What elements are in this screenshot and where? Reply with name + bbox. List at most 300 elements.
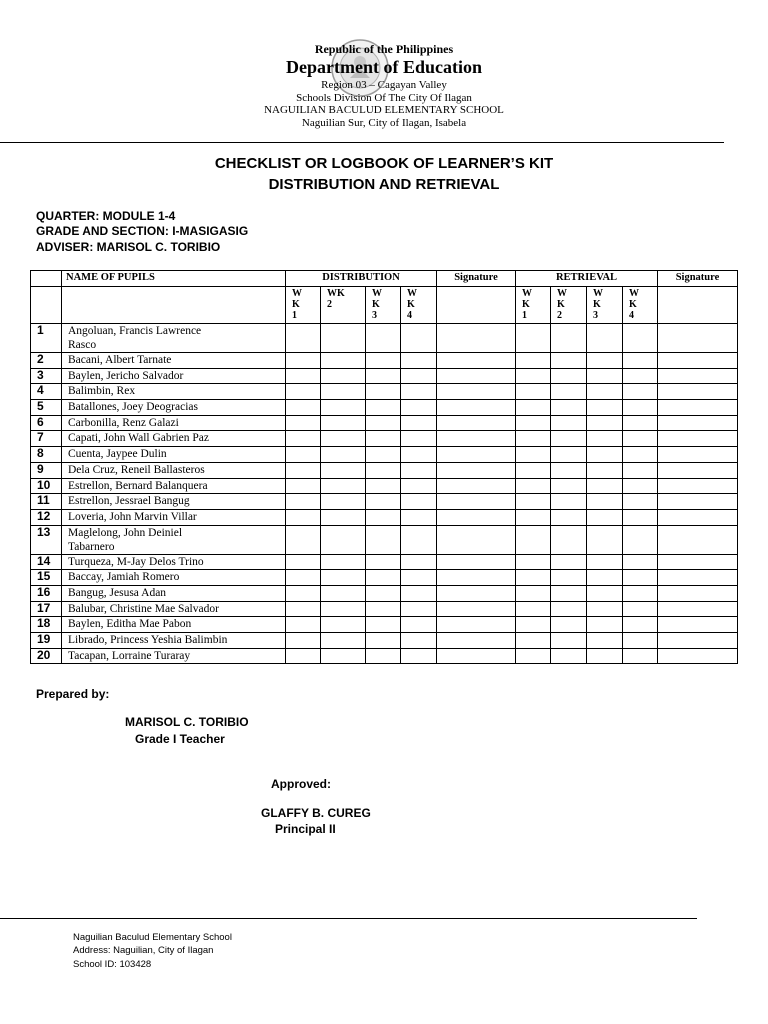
pupil-name-line: Loveria, John Marvin Villar: [68, 510, 197, 523]
ret-wk1-cell[interactable]: [516, 384, 551, 400]
ret-wk1-cell[interactable]: [516, 648, 551, 664]
ret-wk4-cell[interactable]: [623, 525, 658, 554]
dist-wk3-cell[interactable]: [366, 554, 401, 570]
dist-signature-cell[interactable]: [437, 494, 516, 510]
ret-signature-cell[interactable]: [658, 353, 738, 369]
table-row: [31, 368, 738, 384]
dist-wk2-cell[interactable]: [321, 384, 366, 400]
ret-wk1-cell[interactable]: [516, 554, 551, 570]
dist-wk1-cell[interactable]: [286, 601, 321, 617]
pupil-name: [62, 368, 286, 384]
week-header-text: K: [292, 299, 300, 310]
dist-signature-cell[interactable]: [437, 431, 516, 447]
ret-wk2-cell[interactable]: [551, 525, 587, 554]
ret-wk3-cell[interactable]: [587, 601, 623, 617]
ret-signature-cell[interactable]: [658, 368, 738, 384]
ret-wk3-cell[interactable]: [587, 585, 623, 601]
dist-wk1-cell[interactable]: [286, 509, 321, 525]
pupil-name-line: Turqueza, M-Jay Delos Trino: [68, 555, 204, 568]
ret-wk2-cell[interactable]: [551, 648, 587, 664]
dist-wk3-cell[interactable]: [366, 447, 401, 463]
pupil-name: [62, 494, 286, 510]
ret-wk2-cell[interactable]: [551, 570, 587, 586]
week-header-text: W: [372, 288, 382, 299]
ret-signature-cell[interactable]: [658, 648, 738, 664]
ret-wk3-cell[interactable]: [587, 447, 623, 463]
dist-signature-cell[interactable]: [437, 353, 516, 369]
ret-wk3-cell[interactable]: [587, 617, 623, 633]
dist-wk4-cell[interactable]: [401, 384, 437, 400]
week-header-text: W: [557, 288, 567, 299]
table-row: [31, 494, 738, 510]
dist-wk2-cell[interactable]: [321, 447, 366, 463]
ret-wk1-cell[interactable]: [516, 585, 551, 601]
pupil-name-line: Batallones, Joey Deogracias: [68, 401, 198, 414]
dist-wk2-cell[interactable]: [321, 415, 366, 431]
week-header-text: 2: [557, 310, 562, 321]
pupil-number: 6: [31, 415, 62, 431]
ret-signature-cell[interactable]: [658, 400, 738, 416]
pupil-number: 16: [31, 585, 62, 601]
ret-wk2-cell[interactable]: [551, 324, 587, 353]
dist-signature-cell[interactable]: [437, 525, 516, 554]
dist-wk3-cell[interactable]: [366, 570, 401, 586]
pupil-name: [62, 462, 286, 478]
ret-signature-cell[interactable]: [658, 415, 738, 431]
ret-wk4-cell[interactable]: [623, 447, 658, 463]
letterhead-division: Schools Division Of The City Of Ilagan: [296, 92, 472, 104]
ret-wk2-cell[interactable]: [551, 633, 587, 649]
week-header-text: 1: [522, 310, 527, 321]
dist-wk2-cell[interactable]: [321, 601, 366, 617]
ret-wk4-cell[interactable]: [623, 554, 658, 570]
dist-wk4-cell[interactable]: [401, 648, 437, 664]
ret-wk2-cell[interactable]: [551, 617, 587, 633]
table-header-row: [31, 271, 738, 287]
pupil-number: 14: [31, 554, 62, 570]
approver-name: GLAFFY B. CUREG: [261, 806, 371, 820]
dist-signature-cell[interactable]: [437, 617, 516, 633]
week-header-text: K: [522, 299, 530, 310]
dist-signature-cell[interactable]: [437, 648, 516, 664]
pupil-number: 12: [31, 509, 62, 525]
pupil-name-line: Bangug, Jesusa Adan: [68, 586, 167, 599]
approver-title: Principal II: [275, 822, 336, 836]
dist-wk4-cell[interactable]: [401, 324, 437, 353]
ret-wk2-cell[interactable]: [551, 368, 587, 384]
dist-wk1-cell[interactable]: [286, 447, 321, 463]
ret-wk3-cell[interactable]: [587, 462, 623, 478]
dist-wk4-cell[interactable]: [401, 494, 437, 510]
dist-wk4-cell[interactable]: [401, 478, 437, 494]
dist-signature-cell[interactable]: [437, 509, 516, 525]
preparer-title: Grade I Teacher: [135, 732, 225, 746]
dist-wk2-cell[interactable]: [321, 400, 366, 416]
dist-signature-cell[interactable]: [437, 570, 516, 586]
table-row: [31, 447, 738, 463]
dist-wk3-cell[interactable]: [366, 617, 401, 633]
ret-wk1-cell[interactable]: [516, 400, 551, 416]
ret-wk1-cell[interactable]: [516, 368, 551, 384]
ret-wk3-cell[interactable]: [587, 525, 623, 554]
pupil-name: [62, 617, 286, 633]
table-row: [31, 478, 738, 494]
footer-address: Address: Naguilian, City of Ilagan: [73, 945, 214, 956]
dist-wk4-cell[interactable]: [401, 431, 437, 447]
ret-wk4-cell[interactable]: [623, 494, 658, 510]
dist-wk2-cell[interactable]: [321, 585, 366, 601]
dist-wk3-cell[interactable]: [366, 648, 401, 664]
ret-wk1-cell[interactable]: [516, 353, 551, 369]
pupil-name: [62, 447, 286, 463]
dist-wk4-cell[interactable]: [401, 415, 437, 431]
ret-wk3-cell[interactable]: [587, 324, 623, 353]
ret-signature-cell[interactable]: [658, 525, 738, 554]
ret-wk2-cell[interactable]: [551, 554, 587, 570]
dist-wk1-cell[interactable]: [286, 353, 321, 369]
table-row: [31, 384, 738, 400]
letterhead-republic: Republic of the Philippines: [314, 42, 454, 56]
dist-wk2-cell[interactable]: [321, 431, 366, 447]
table-row: [31, 617, 738, 633]
dist-wk1-cell[interactable]: [286, 400, 321, 416]
ret-signature-cell[interactable]: [658, 462, 738, 478]
ret-wk4-cell[interactable]: [623, 509, 658, 525]
week-header-text: W: [292, 288, 302, 299]
pupil-name-line: Cuenta, Jaypee Dulin: [68, 448, 167, 461]
ret-wk3-cell[interactable]: [587, 648, 623, 664]
dist-wk2-cell[interactable]: [321, 648, 366, 664]
ret-wk1-cell[interactable]: [516, 324, 551, 353]
document-title-line1: CHECKLIST OR LOGBOOK OF LEARNER’S KIT: [214, 155, 554, 172]
ret-wk4-cell[interactable]: [623, 324, 658, 353]
dist-wk1-cell[interactable]: [286, 525, 321, 554]
dist-wk1-cell[interactable]: [286, 617, 321, 633]
week-header-text: WK: [327, 288, 345, 299]
pupil-name-line: Maglelong, John Deiniel: [68, 526, 183, 539]
dist-wk3-cell[interactable]: [366, 525, 401, 554]
ret-wk1-cell[interactable]: [516, 601, 551, 617]
pupil-number: 19: [31, 633, 62, 649]
table-row: [31, 554, 738, 570]
ret-signature-cell[interactable]: [658, 384, 738, 400]
pupil-name-line: Baccay, Jamiah Romero: [68, 571, 180, 584]
dist-wk1-cell[interactable]: [286, 585, 321, 601]
ret-wk3-cell[interactable]: [587, 570, 623, 586]
dist-wk2-cell[interactable]: [321, 462, 366, 478]
dist-signature-cell[interactable]: [437, 478, 516, 494]
dist-wk3-cell[interactable]: [366, 478, 401, 494]
week-header-text: W: [629, 288, 639, 299]
dist-wk3-cell[interactable]: [366, 368, 401, 384]
dist-wk3-cell[interactable]: [366, 400, 401, 416]
pupil-name-line: Tabarnero: [68, 540, 115, 553]
pupil-name: [62, 415, 286, 431]
ret-signature-cell[interactable]: [658, 570, 738, 586]
dist-wk1-cell[interactable]: [286, 368, 321, 384]
dist-signature-cell[interactable]: [437, 462, 516, 478]
dist-wk4-cell[interactable]: [401, 570, 437, 586]
dist-wk3-cell[interactable]: [366, 585, 401, 601]
table-row: [31, 570, 738, 586]
dist-wk2-cell[interactable]: [321, 617, 366, 633]
ret-wk4-cell[interactable]: [623, 585, 658, 601]
table-row: [31, 648, 738, 664]
dist-wk1-cell[interactable]: [286, 415, 321, 431]
ret-wk2-cell[interactable]: [551, 601, 587, 617]
week-signature-retrieval-cell: [658, 287, 738, 324]
ret-wk3-cell[interactable]: [587, 494, 623, 510]
ret-wk1-cell[interactable]: [516, 415, 551, 431]
dist-wk4-cell[interactable]: [401, 509, 437, 525]
pupil-number: 18: [31, 617, 62, 633]
dist-wk4-cell[interactable]: [401, 447, 437, 463]
ret-wk1-cell[interactable]: [516, 617, 551, 633]
week-header-text: 3: [593, 310, 598, 321]
ret-wk1-cell[interactable]: [516, 633, 551, 649]
ret-wk3-cell[interactable]: [587, 353, 623, 369]
dist-wk2-cell[interactable]: [321, 570, 366, 586]
pupil-name: [62, 648, 286, 664]
ret-wk2-cell[interactable]: [551, 415, 587, 431]
ret-wk3-cell[interactable]: [587, 478, 623, 494]
ret-wk1-cell[interactable]: [516, 447, 551, 463]
dist-wk2-cell[interactable]: [321, 509, 366, 525]
dist-wk3-cell[interactable]: [366, 431, 401, 447]
dist-wk4-cell[interactable]: [401, 633, 437, 649]
ret-wk1-cell[interactable]: [516, 525, 551, 554]
ret-wk2-cell[interactable]: [551, 431, 587, 447]
ret-wk4-cell[interactable]: [623, 368, 658, 384]
ret-wk3-cell[interactable]: [587, 509, 623, 525]
table-row: [31, 601, 738, 617]
ret-signature-cell[interactable]: [658, 633, 738, 649]
dist-wk4-cell[interactable]: [401, 462, 437, 478]
dist-signature-cell[interactable]: [437, 554, 516, 570]
dist-wk3-cell[interactable]: [366, 633, 401, 649]
dist-week-1-header: [286, 287, 321, 324]
logbook-table: [30, 270, 738, 664]
ret-week-3-header: [587, 287, 623, 324]
ret-wk3-cell[interactable]: [587, 554, 623, 570]
week-header-text: K: [629, 299, 637, 310]
dist-signature-cell[interactable]: [437, 585, 516, 601]
week-header-text: 3: [372, 310, 377, 321]
footer-divider: [0, 918, 697, 919]
pupil-name-line: Rasco: [68, 339, 97, 351]
ret-wk4-cell[interactable]: [623, 431, 658, 447]
ret-signature-cell[interactable]: [658, 324, 738, 353]
table-row: [31, 585, 738, 601]
pupil-name-line: Baylen, Editha Mae Pabon: [68, 618, 192, 631]
letterhead-region: Region 03 – Cagayan Valley: [321, 79, 447, 91]
dist-wk4-cell[interactable]: [401, 585, 437, 601]
pupil-number: 9: [31, 462, 62, 478]
week-header-text: 4: [629, 310, 634, 321]
week-name-cell: [62, 287, 286, 324]
dist-wk1-cell[interactable]: [286, 554, 321, 570]
ret-week-2-header: [551, 287, 587, 324]
ret-wk3-cell[interactable]: [587, 633, 623, 649]
pupil-number: 1: [31, 324, 62, 353]
dist-wk1-cell[interactable]: [286, 478, 321, 494]
ret-wk4-cell[interactable]: [623, 415, 658, 431]
dist-wk3-cell[interactable]: [366, 601, 401, 617]
week-header-text: 2: [327, 299, 332, 310]
pupil-name-line: Tacapan, Lorraine Turaray: [68, 649, 191, 662]
dist-wk4-cell[interactable]: [401, 368, 437, 384]
approved-label: Approved:: [271, 777, 331, 791]
dist-week-4-header: [401, 287, 437, 324]
dist-wk2-cell[interactable]: [321, 633, 366, 649]
ret-wk2-cell[interactable]: [551, 400, 587, 416]
ret-wk4-cell[interactable]: [623, 400, 658, 416]
dist-wk3-cell[interactable]: [366, 384, 401, 400]
ret-signature-cell[interactable]: [658, 431, 738, 447]
letterhead-department: Department of Education: [286, 57, 482, 77]
ret-wk3-cell[interactable]: [587, 368, 623, 384]
dist-signature-cell[interactable]: [437, 368, 516, 384]
document-title-line2: DISTRIBUTION AND RETRIEVAL: [268, 176, 500, 193]
dist-wk1-cell[interactable]: [286, 570, 321, 586]
ret-wk4-cell[interactable]: [623, 633, 658, 649]
dist-signature-cell[interactable]: [437, 400, 516, 416]
ret-wk4-cell[interactable]: [623, 648, 658, 664]
dist-week-2-header: [321, 287, 366, 324]
ret-signature-cell[interactable]: [658, 447, 738, 463]
dist-week-3-header: [366, 287, 401, 324]
ret-wk2-cell[interactable]: [551, 353, 587, 369]
footer-school-id: School ID: 103428: [73, 959, 152, 970]
preparer-name: MARISOL C. TORIBIO: [125, 715, 249, 729]
ret-wk2-cell[interactable]: [551, 478, 587, 494]
dist-wk1-cell[interactable]: [286, 633, 321, 649]
dist-wk1-cell[interactable]: [286, 324, 321, 353]
ret-wk4-cell[interactable]: [623, 617, 658, 633]
table-row: [31, 462, 738, 478]
ret-signature-cell[interactable]: [658, 478, 738, 494]
pupil-name: [62, 585, 286, 601]
dist-wk2-cell[interactable]: [321, 478, 366, 494]
dist-signature-cell[interactable]: [437, 415, 516, 431]
ret-wk2-cell[interactable]: [551, 509, 587, 525]
dist-wk4-cell[interactable]: [401, 554, 437, 570]
ret-wk2-cell[interactable]: [551, 585, 587, 601]
ret-signature-cell[interactable]: [658, 509, 738, 525]
table-row: [31, 509, 738, 525]
ret-wk4-cell[interactable]: [623, 462, 658, 478]
dist-signature-cell[interactable]: [437, 384, 516, 400]
ret-wk2-cell[interactable]: [551, 494, 587, 510]
ret-wk3-cell[interactable]: [587, 431, 623, 447]
week-header-text: K: [557, 299, 565, 310]
ret-wk2-cell[interactable]: [551, 462, 587, 478]
dist-wk4-cell[interactable]: [401, 617, 437, 633]
ret-wk3-cell[interactable]: [587, 400, 623, 416]
ret-signature-cell[interactable]: [658, 494, 738, 510]
dist-wk3-cell[interactable]: [366, 509, 401, 525]
dist-wk1-cell[interactable]: [286, 494, 321, 510]
dist-wk3-cell[interactable]: [366, 462, 401, 478]
pupil-name-line: Baylen, Jericho Salvador: [68, 369, 184, 382]
dist-signature-cell[interactable]: [437, 633, 516, 649]
footer-school-name: Naguilian Baculud Elementary School: [73, 932, 232, 943]
week-header-text: W: [522, 288, 532, 299]
ret-signature-cell[interactable]: [658, 585, 738, 601]
dist-signature-cell[interactable]: [437, 447, 516, 463]
week-header-text: 4: [407, 310, 412, 321]
dist-wk3-cell[interactable]: [366, 494, 401, 510]
dist-wk4-cell[interactable]: [401, 525, 437, 554]
dist-wk2-cell[interactable]: [321, 324, 366, 353]
dist-wk4-cell[interactable]: [401, 601, 437, 617]
ret-wk4-cell[interactable]: [623, 478, 658, 494]
ret-wk1-cell[interactable]: [516, 570, 551, 586]
dist-wk1-cell[interactable]: [286, 462, 321, 478]
dist-wk2-cell[interactable]: [321, 353, 366, 369]
ret-wk2-cell[interactable]: [551, 384, 587, 400]
ret-wk4-cell[interactable]: [623, 353, 658, 369]
adviser-label: ADVISER: MARISOL C. TORIBIO: [36, 240, 221, 254]
table-row: [31, 353, 738, 369]
pupil-name: [62, 324, 286, 353]
dist-wk2-cell[interactable]: [321, 368, 366, 384]
dist-wk2-cell[interactable]: [321, 494, 366, 510]
ret-wk1-cell[interactable]: [516, 462, 551, 478]
dist-wk1-cell[interactable]: [286, 384, 321, 400]
pupil-name-line: Carbonilla, Renz Galazi: [68, 416, 179, 429]
ret-wk1-cell[interactable]: [516, 509, 551, 525]
header-distribution: DISTRIBUTION: [286, 271, 437, 287]
pupil-number: 3: [31, 368, 62, 384]
ret-wk4-cell[interactable]: [623, 570, 658, 586]
pupil-name: [62, 554, 286, 570]
ret-wk4-cell[interactable]: [623, 601, 658, 617]
dist-signature-cell[interactable]: [437, 601, 516, 617]
header-name-of-pupils: NAME OF PUPILS: [62, 271, 286, 287]
pupil-name: [62, 400, 286, 416]
ret-signature-cell[interactable]: [658, 601, 738, 617]
dist-wk2-cell[interactable]: [321, 554, 366, 570]
dist-wk3-cell[interactable]: [366, 324, 401, 353]
ret-wk2-cell[interactable]: [551, 447, 587, 463]
ret-wk3-cell[interactable]: [587, 384, 623, 400]
ret-wk1-cell[interactable]: [516, 431, 551, 447]
pupil-name-line: Estrellon, Bernard Balanquera: [68, 479, 208, 492]
dist-signature-cell[interactable]: [437, 324, 516, 353]
dist-wk3-cell[interactable]: [366, 415, 401, 431]
pupil-name: [62, 478, 286, 494]
ret-wk1-cell[interactable]: [516, 478, 551, 494]
ret-wk1-cell[interactable]: [516, 494, 551, 510]
pupil-number: 11: [31, 494, 62, 510]
ret-wk3-cell[interactable]: [587, 415, 623, 431]
dist-wk4-cell[interactable]: [401, 353, 437, 369]
pupil-name-line: Balubar, Christine Mae Salvador: [68, 602, 219, 615]
dist-wk1-cell[interactable]: [286, 648, 321, 664]
dist-wk4-cell[interactable]: [401, 400, 437, 416]
table-row: [31, 324, 738, 353]
ret-signature-cell[interactable]: [658, 617, 738, 633]
ret-wk4-cell[interactable]: [623, 384, 658, 400]
ret-signature-cell[interactable]: [658, 554, 738, 570]
pupil-number: 13: [31, 525, 62, 554]
dist-wk1-cell[interactable]: [286, 431, 321, 447]
pupil-name-line: Capati, John Wall Gabrien Paz: [68, 432, 209, 445]
dist-wk2-cell[interactable]: [321, 525, 366, 554]
dist-wk3-cell[interactable]: [366, 353, 401, 369]
grade-section-label: GRADE AND SECTION: I-MASIGASIG: [36, 224, 249, 238]
